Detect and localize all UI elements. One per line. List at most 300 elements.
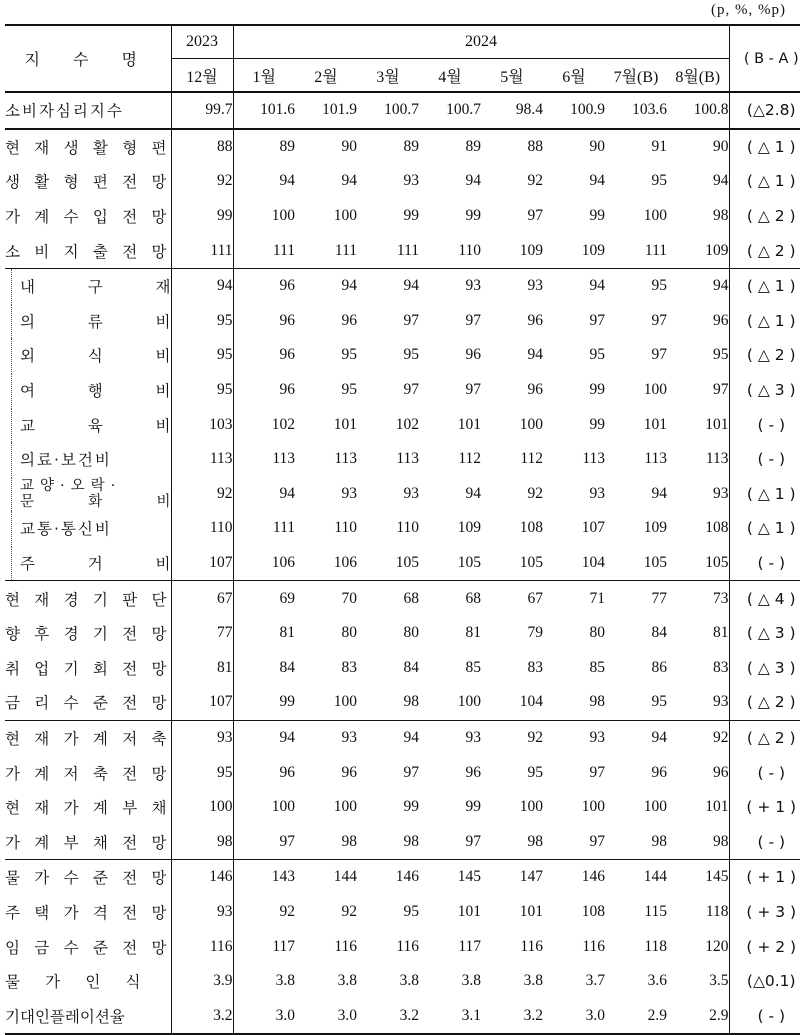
cell-value: 2.9 (647, 1006, 667, 1024)
cell-value: 84 (403, 658, 419, 676)
table-row (5, 720, 800, 755)
table-row (5, 477, 800, 512)
cell-value: 100 (171, 790, 233, 825)
cell-value: 111 (644, 241, 667, 259)
cell-value: 92 (667, 720, 729, 755)
cell-value: 98 (527, 832, 543, 850)
table-row (5, 442, 800, 477)
cell-value: 81 (279, 624, 295, 642)
cell-diff: ( + 1 ) (729, 790, 800, 825)
cell-value: 83 (713, 658, 729, 676)
cell-value: 99.7 (171, 92, 233, 129)
cell-value: 111 (171, 233, 233, 268)
cell-diff: ( △ 3 ) (729, 616, 800, 651)
cell-value: 94 (589, 172, 605, 190)
table-row (5, 164, 800, 199)
cell-value: 112 (520, 450, 543, 468)
cell-value: 117 (272, 937, 295, 955)
cell-value: 95 (341, 346, 357, 364)
cell-value: 92 (527, 172, 543, 190)
cell-value: 99 (589, 381, 605, 399)
cell-value: 94 (713, 172, 729, 190)
row-label: 생 활 형 편 전 망 (5, 164, 171, 199)
cell-value: 96 (279, 763, 295, 781)
table-row (5, 616, 800, 651)
cell-value: 96 (279, 277, 295, 295)
row-label: 현 재 가 계 부 채 (5, 790, 171, 825)
row-label: 가 계 수 입 전 망 (5, 199, 171, 234)
table-row (5, 407, 800, 442)
row-label: 임 금 수 준 전 망 (5, 929, 171, 964)
cell-value: 3.6 (647, 972, 667, 990)
cell-value: 70 (295, 581, 357, 616)
cell-value: 95 (403, 346, 419, 364)
cell-value: 99 (465, 207, 481, 225)
cell-value: 105 (705, 554, 729, 572)
cell-diff: ( - ) (729, 442, 800, 477)
row-label: 소비자심리지수 (5, 92, 171, 129)
cell-value: 89 (357, 129, 419, 165)
cell-value: 106 (271, 554, 295, 572)
cell-value: 94 (341, 172, 357, 190)
cell-value: 3.8 (523, 972, 543, 990)
cell-value: 3.2 (523, 1006, 543, 1024)
cell-diff: ( + 2 ) (729, 929, 800, 964)
cell-value: 96 (465, 763, 481, 781)
cell-value: 94 (465, 172, 481, 190)
cell-value: 112 (458, 450, 481, 468)
cell-value: 97 (651, 346, 667, 364)
cell-value: 115 (644, 902, 667, 920)
cell-value: 94 (589, 277, 605, 295)
row-label: 현 재 가 계 저 축 (5, 720, 171, 755)
cell-value: 71 (543, 581, 605, 616)
cell-value: 94 (465, 484, 481, 502)
cell-diff: ( △ 2 ) (729, 199, 800, 234)
cell-value: 99 (171, 199, 233, 234)
cell-value: 120 (705, 937, 729, 955)
cell-value: 89 (233, 129, 295, 165)
cell-value: 116 (334, 937, 357, 955)
cell-value: 97 (527, 207, 543, 225)
cell-value: 101 (519, 902, 543, 920)
cell-value: 93 (295, 720, 357, 755)
cell-value: 100 (271, 207, 295, 225)
cell-diff: ( + 1 ) (729, 860, 800, 895)
header-month: 4월 (419, 59, 481, 93)
header-year-2023: 2023 (171, 25, 233, 59)
cell-value: 97 (403, 311, 419, 329)
cell-value: 3.8 (461, 972, 481, 990)
cell-value: 97 (589, 763, 605, 781)
cell-value: 93 (341, 484, 357, 502)
cell-value: 81 (465, 624, 481, 642)
table-row (5, 199, 800, 234)
cell-value: 99 (465, 798, 481, 816)
cell-value: 92 (481, 720, 543, 755)
header-month: 3월 (357, 59, 419, 93)
cell-value: 83 (527, 658, 543, 676)
cell-value: 109 (457, 519, 481, 537)
cell-value: 94 (403, 277, 419, 295)
cell-value: 100 (581, 798, 605, 816)
cell-value: 111 (272, 241, 295, 259)
cell-value: 88 (481, 129, 543, 165)
cell-value: 102 (271, 415, 295, 433)
row-label: 외 식 비 (5, 338, 171, 373)
cell-value: 111 (272, 519, 295, 537)
table-row (5, 581, 800, 616)
cell-value: 105 (457, 554, 481, 572)
cell-value: 86 (651, 658, 667, 676)
cell-value: 100 (271, 798, 295, 816)
cell-value: 110 (396, 519, 419, 537)
cell-value: 146 (357, 860, 419, 895)
cell-value: 80 (341, 624, 357, 642)
row-label: 향 후 경 기 전 망 (5, 616, 171, 651)
cell-value: 108 (705, 519, 729, 537)
cell-value: 3.8 (275, 972, 295, 990)
table-row (5, 92, 800, 129)
cell-value: 85 (465, 658, 481, 676)
row-label: 주 거 비 (5, 546, 171, 581)
cell-value: 103.6 (632, 101, 667, 119)
cell-diff: ( △ 2 ) (729, 233, 800, 268)
cell-value: 96 (341, 311, 357, 329)
table-row (5, 860, 800, 895)
cell-value: 113 (582, 450, 605, 468)
cell-value: 93 (589, 484, 605, 502)
cell-value: 100.9 (570, 101, 605, 119)
cell-value: 116 (582, 937, 605, 955)
header-month: 8월(B) (667, 59, 729, 93)
cell-value: 113 (171, 442, 233, 477)
cell-value: 98 (403, 832, 419, 850)
cell-diff: ( - ) (729, 824, 800, 859)
cell-value: 99 (403, 798, 419, 816)
cell-value: 68 (419, 581, 481, 616)
cell-value: 144 (605, 860, 667, 895)
cell-value: 93 (713, 693, 729, 711)
cell-value: 111 (334, 241, 357, 259)
cell-value: 3.0 (585, 1006, 605, 1024)
cell-diff: ( △ 1 ) (729, 304, 800, 339)
cell-value: 94 (233, 720, 295, 755)
cell-value: 85 (589, 658, 605, 676)
cell-value: 69 (233, 581, 295, 616)
table-row (5, 755, 800, 790)
cell-diff: ( △ 4 ) (729, 581, 800, 616)
cell-value: 111 (396, 241, 419, 259)
header-month: 6월 (543, 59, 605, 93)
cell-value: 95 (403, 902, 419, 920)
cell-value: 3.7 (585, 972, 605, 990)
cell-value: 84 (651, 624, 667, 642)
cell-value: 93 (403, 172, 419, 190)
cell-value: 113 (396, 450, 419, 468)
cell-value: 97 (403, 381, 419, 399)
table-row (5, 790, 800, 825)
cell-value: 101 (705, 798, 729, 816)
cell-value: 93 (403, 484, 419, 502)
cell-value: 113 (334, 450, 357, 468)
cell-value: 107 (581, 519, 605, 537)
cell-value: 93 (419, 720, 481, 755)
row-label: 금 리 수 준 전 망 (5, 685, 171, 720)
table-row (5, 129, 800, 165)
cell-diff: ( - ) (729, 546, 800, 581)
cell-value: 79 (527, 624, 543, 642)
cell-value: 103 (171, 407, 233, 442)
cell-value: 89 (419, 129, 481, 165)
cell-value: 3.1 (461, 1006, 481, 1024)
header-month: 1월 (233, 59, 295, 93)
row-label: 교양·오락· 문 화 비 (5, 477, 171, 512)
cell-value: 95 (651, 172, 667, 190)
cell-value: 99 (589, 207, 605, 225)
cell-value: 98 (713, 832, 729, 850)
cell-diff: ( △ 1 ) (729, 511, 800, 546)
cell-value: 68 (357, 581, 419, 616)
cell-value: 94 (279, 484, 295, 502)
cell-value: 95 (171, 755, 233, 790)
row-label: 현 재 경 기 판 단 (5, 581, 171, 616)
cell-value: 67 (481, 581, 543, 616)
row-label: 물 가 수 준 전 망 (5, 860, 171, 895)
cell-value: 91 (605, 129, 667, 165)
row-label: 내 구 재 (5, 268, 171, 303)
cell-value: 116 (520, 937, 543, 955)
cell-value: 147 (481, 860, 543, 895)
table-row (5, 651, 800, 686)
cell-value: 96 (279, 381, 295, 399)
header-month: 7월(B) (605, 59, 667, 93)
table-row (5, 964, 800, 999)
cell-value: 93 (713, 484, 729, 502)
header-year-2024: 2024 (233, 25, 729, 59)
table-row (5, 304, 800, 339)
cell-value: 100 (333, 693, 357, 711)
cell-value: 110 (334, 519, 357, 537)
cell-value: 108 (581, 902, 605, 920)
row-label: 교통·통신비 (5, 511, 171, 546)
cell-value: 109 (581, 241, 605, 259)
cell-value: 95 (651, 277, 667, 295)
table-row (5, 929, 800, 964)
cell-value: 100 (643, 207, 667, 225)
cell-value: 77 (605, 581, 667, 616)
cell-value: 102 (395, 415, 419, 433)
cell-value: 104 (519, 693, 543, 711)
header-month: 12월 (171, 59, 233, 93)
cell-value: 99 (589, 415, 605, 433)
cell-value: 96 (279, 311, 295, 329)
cell-value: 116 (171, 929, 233, 964)
cell-value: 96 (527, 311, 543, 329)
cell-value: 101 (333, 415, 357, 433)
cell-value: 101 (643, 415, 667, 433)
cell-value: 3.9 (171, 964, 233, 999)
cell-value: 3.5 (709, 972, 729, 990)
consumer-sentiment-table (5, 24, 800, 1035)
cell-value: 94 (651, 484, 667, 502)
cell-value: 145 (419, 860, 481, 895)
cell-diff: ( △ 3 ) (729, 651, 800, 686)
cell-value: 88 (171, 129, 233, 165)
cell-value: 95 (171, 338, 233, 373)
cell-value: 84 (279, 658, 295, 676)
row-label: 물 가 인 식 (5, 964, 171, 999)
cell-value: 146 (543, 860, 605, 895)
cell-value: 93 (465, 277, 481, 295)
cell-value: 94 (279, 172, 295, 190)
cell-value: 93 (171, 895, 233, 930)
cell-value: 101.9 (322, 101, 357, 119)
row-label: 가 계 저 축 전 망 (5, 755, 171, 790)
table-row (5, 511, 800, 546)
cell-value: 94 (357, 720, 419, 755)
cell-diff: ( + 3 ) (729, 895, 800, 930)
cell-value: 93 (171, 720, 233, 755)
header-diff-col: ( B - A ) (729, 25, 800, 92)
cell-value: 90 (667, 129, 729, 165)
cell-value: 143 (233, 860, 295, 895)
cell-value: 73 (667, 581, 729, 616)
cell-value: 98 (589, 693, 605, 711)
cell-value: 101 (705, 415, 729, 433)
cell-value: 81 (713, 624, 729, 642)
cell-value: 109 (705, 241, 729, 259)
table-row (5, 546, 800, 581)
cell-value: 92 (341, 902, 357, 920)
cell-value: 98.4 (515, 101, 543, 119)
cell-diff: ( - ) (729, 755, 800, 790)
cell-value: 95 (171, 373, 233, 408)
cell-diff: ( - ) (729, 998, 800, 1034)
row-label: 의 류 비 (5, 304, 171, 339)
cell-value: 100 (643, 381, 667, 399)
cell-value: 118 (644, 937, 667, 955)
cell-value: 97 (279, 832, 295, 850)
cell-value: 94 (341, 277, 357, 295)
cell-value: 67 (171, 581, 233, 616)
cell-value: 3.2 (399, 1006, 419, 1024)
cell-value: 98 (403, 693, 419, 711)
cell-value: 97 (465, 832, 481, 850)
cell-value: 95 (713, 346, 729, 364)
cell-value: 96 (713, 311, 729, 329)
cell-value: 96 (651, 763, 667, 781)
row-label: 기대인플레이션율 (5, 998, 171, 1034)
row-label: 의료·보건비 (5, 442, 171, 477)
cell-value: 105 (643, 554, 667, 572)
cell-value: 101.6 (260, 101, 295, 119)
cell-value: 95 (341, 381, 357, 399)
table-row (5, 895, 800, 930)
cell-value: 92 (171, 477, 233, 512)
cell-value: 100.8 (693, 101, 729, 119)
cell-diff: ( △ 1 ) (729, 268, 800, 303)
cell-value: 106 (333, 554, 357, 572)
cell-value: 97 (651, 311, 667, 329)
cell-value: 100.7 (384, 101, 419, 119)
header-month: 5월 (481, 59, 543, 93)
table-row (5, 685, 800, 720)
cell-value: 80 (403, 624, 419, 642)
cell-value: 99 (279, 693, 295, 711)
cell-value: 94 (713, 277, 729, 295)
table-row (5, 338, 800, 373)
cell-value: 80 (589, 624, 605, 642)
table-row (5, 824, 800, 859)
cell-value: 107 (171, 546, 233, 581)
cell-value: 97 (589, 832, 605, 850)
cell-value: 97 (465, 311, 481, 329)
cell-value: 97 (403, 763, 419, 781)
cell-diff: ( △ 2 ) (729, 685, 800, 720)
cell-value: 96 (465, 346, 481, 364)
cell-diff: ( △ 2 ) (729, 720, 800, 755)
table-row (5, 233, 800, 268)
cell-value: 95 (651, 693, 667, 711)
cell-diff: ( △ 3 ) (729, 373, 800, 408)
cell-value: 101 (457, 415, 481, 433)
cell-value: 100 (333, 207, 357, 225)
cell-diff: ( △ 1 ) (729, 129, 800, 165)
cell-value: 81 (171, 651, 233, 686)
cell-value: 108 (519, 519, 543, 537)
cell-value: 94 (605, 720, 667, 755)
cell-value: 3.0 (275, 1006, 295, 1024)
cell-value: 96 (527, 381, 543, 399)
row-label: 여 행 비 (5, 373, 171, 408)
cell-value: 92 (279, 902, 295, 920)
cell-value: 83 (341, 658, 357, 676)
cell-value: 144 (295, 860, 357, 895)
row-label: 현 재 생 활 형 편 (5, 129, 171, 165)
cell-value: 113 (644, 450, 667, 468)
cell-value: 100 (519, 798, 543, 816)
cell-value: 97 (589, 311, 605, 329)
unit-label: (p, %, %p) (711, 2, 786, 18)
cell-value: 94 (527, 346, 543, 364)
cell-value: 95 (589, 346, 605, 364)
cell-value: 101 (457, 902, 481, 920)
cell-diff: ( △ 2 ) (729, 338, 800, 373)
cell-value: 96 (713, 763, 729, 781)
cell-value: 113 (705, 450, 729, 468)
cell-value: 90 (295, 129, 357, 165)
table-row (5, 373, 800, 408)
cell-value: 3.0 (337, 1006, 357, 1024)
row-label: 교 육 비 (5, 407, 171, 442)
cell-value: 116 (396, 937, 419, 955)
cell-value: 105 (395, 554, 419, 572)
table-row (5, 268, 800, 303)
cell-value: 92 (527, 484, 543, 502)
row-label: 소 비 지 출 전 망 (5, 233, 171, 268)
cell-value: 109 (643, 519, 667, 537)
cell-value: 98 (713, 207, 729, 225)
cell-value: 104 (581, 554, 605, 572)
cell-value: 97 (713, 381, 729, 399)
cell-value: 2.9 (709, 1006, 729, 1024)
cell-value: 100.7 (446, 101, 481, 119)
cell-value: 3.8 (399, 972, 419, 990)
cell-value: 95 (527, 763, 543, 781)
cell-value: 100 (643, 798, 667, 816)
row-label: 취 업 기 회 전 망 (5, 651, 171, 686)
